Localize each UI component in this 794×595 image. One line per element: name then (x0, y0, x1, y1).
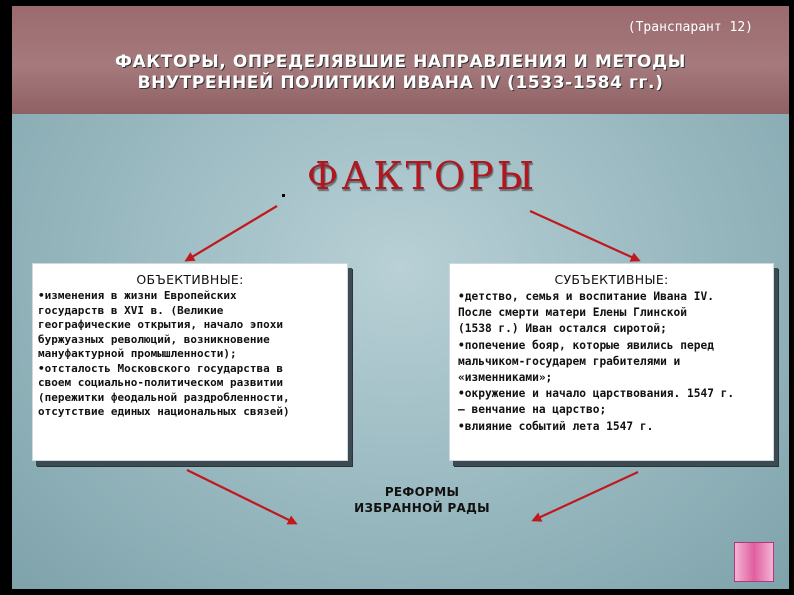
objective-line: мануфактурной промышленности); (38, 347, 237, 360)
subjective-line: После смерти матери Елены Глинской (458, 306, 688, 320)
arrow-to-objective (187, 206, 277, 260)
subjective-line: •окружение и начало царствования. 1547 г. (458, 387, 735, 401)
subjective-text (450, 287, 773, 435)
objective-line: (пережитки феодальной раздробленности, (38, 390, 290, 404)
subjective-line: – венчание на царство; (458, 403, 607, 417)
objective-factors-box (32, 263, 348, 461)
factors-heading: ФАКТОРЫ (306, 154, 538, 198)
subjective-line: •попечение бояр, которые явились перед (458, 338, 714, 352)
next-slide-button[interactable] (734, 542, 774, 582)
subjective-line: •детство, семья и воспитание Ивана IV. (458, 290, 714, 303)
subjective-line: •влияние событий лета 1547 г. (458, 419, 654, 433)
subjective-line: мальчиком-государем грабителями и (458, 354, 681, 368)
reforms-line-1: РЕФОРМЫ (384, 485, 460, 499)
transparent-label: (Транспарант 12) (627, 20, 753, 35)
arrow-to-reforms-left (187, 470, 295, 523)
reforms-label (332, 484, 512, 516)
objective-line: своем социально-политическом развитии (38, 376, 284, 389)
page-title-line-1: ФАКТОРЫ, ОПРЕДЕЛЯВШИЕ НАПРАВЛЕНИЯ И МЕТОДЫ (115, 52, 686, 72)
objective-text (33, 287, 347, 420)
slide (12, 6, 789, 589)
subjective-line: (1538 г.) Иван остался сиротой; (458, 322, 667, 336)
subjective-heading: СУБЪЕКТИВНЫЕ: (554, 272, 669, 287)
objective-line: географические открытия, начало эпохи (38, 318, 284, 331)
subjective-line: «изменниками»; (458, 371, 553, 385)
objective-line: •отсталость Московского государства в (38, 361, 284, 375)
objective-line: •изменения в жизни Европейских (38, 289, 237, 302)
arrow-to-reforms-right (534, 472, 638, 520)
reforms-line-2: ИЗБРАННОЙ РАДЫ (354, 501, 490, 515)
objective-line: буржуазных революций, возникновение (38, 332, 270, 346)
objective-line: государств в XVI в. (Великие (38, 303, 224, 317)
subjective-factors-box (449, 263, 774, 461)
page-title-line-2: ВНУТРЕННЕЙ ПОЛИТИКИ ИВАНА IV (1533-1584 гг.) (137, 73, 664, 93)
objective-heading: ОБЪЕКТИВНЫЕ: (136, 272, 244, 287)
arrow-to-subjective (530, 211, 638, 260)
objective-line: отсутствие единых национальных связей) (38, 405, 290, 418)
